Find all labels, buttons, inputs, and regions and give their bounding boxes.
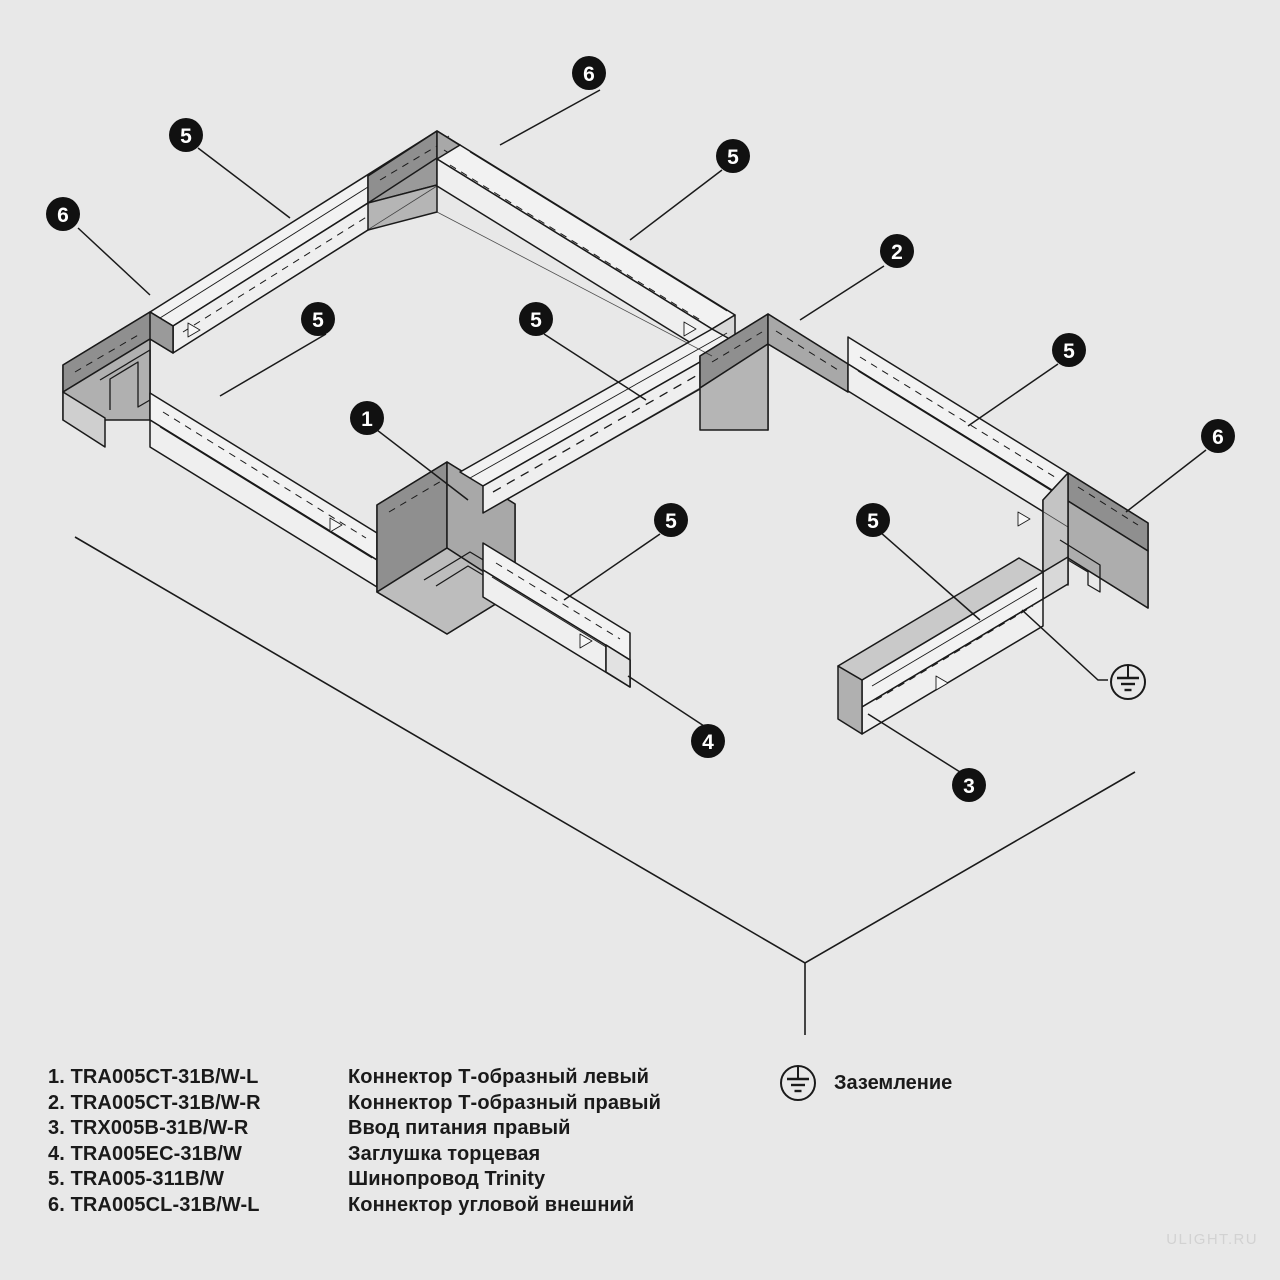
legend-code: 3. TRX005B-31B/W-R — [48, 1117, 249, 1139]
callout-5-lower-left — [654, 503, 688, 537]
ground-symbol-diagram-icon — [1111, 665, 1145, 699]
track-run-left — [150, 393, 377, 587]
ground-symbol-icon — [778, 1063, 818, 1103]
legend-item — [48, 1194, 768, 1220]
legend-description: Заглушка торцевая — [348, 1142, 541, 1165]
legend-item — [48, 1143, 768, 1169]
legend-description: Коннектор Т-образный правый — [348, 1091, 662, 1114]
svg-text:5: 5 — [312, 309, 324, 332]
callout-5-lower-right — [856, 503, 890, 537]
legend-description: Коннектор Т-образный левый — [348, 1066, 650, 1088]
svg-text:5: 5 — [530, 309, 542, 332]
legend-code: 1. TRA005CT-31B/W-L — [48, 1066, 259, 1088]
ground-legend-label: Заземление — [834, 1071, 953, 1094]
svg-text:3: 3 — [963, 775, 975, 798]
watermark: ULIGHT.RU — [1166, 1231, 1258, 1248]
legend-description: Коннектор угловой внешний — [348, 1193, 635, 1216]
leader-lines — [78, 90, 1206, 772]
track-run-center — [460, 329, 735, 513]
callout-5-top-left — [169, 118, 203, 152]
callout-5-mid-center — [519, 302, 553, 336]
svg-text:5: 5 — [867, 510, 879, 533]
legend-code: 6. TRA005CL-31B/W-L — [48, 1193, 260, 1216]
legend-item — [48, 1168, 768, 1194]
legend-ground-entry — [778, 1063, 952, 1103]
legend-code: 5. TRA005-311B/W — [48, 1168, 225, 1190]
callout-6-bottom-right — [1201, 419, 1235, 453]
svg-text:6: 6 — [57, 204, 69, 227]
legend-list — [48, 1066, 768, 1219]
callout-6-left — [46, 197, 80, 231]
svg-text:5: 5 — [727, 146, 739, 169]
legend-code: 4. TRA005EC-31B/W — [48, 1142, 243, 1165]
track-run-lower-right — [838, 557, 1068, 734]
legend-item — [48, 1092, 768, 1118]
svg-text:2: 2 — [891, 241, 903, 264]
svg-text:6: 6 — [1212, 426, 1224, 449]
callout-5-top-right — [716, 139, 750, 173]
svg-text:5: 5 — [665, 510, 677, 533]
track-run-lower-left — [483, 543, 630, 687]
legend-description: Ввод питания правый — [348, 1117, 571, 1139]
legend-description: Шинопровод Trinity — [348, 1168, 546, 1190]
callout-6-top — [572, 56, 606, 90]
callout-5-mid-left — [301, 302, 335, 336]
callout-2-right — [880, 234, 914, 268]
callout-3-bottom — [952, 768, 986, 802]
track-geometry — [63, 131, 1148, 734]
track-run-right — [848, 337, 1068, 527]
callout-4-bottom — [691, 724, 725, 758]
callout-1-center — [350, 401, 384, 435]
svg-text:1: 1 — [361, 408, 373, 431]
svg-text:6: 6 — [583, 63, 595, 86]
legend-item — [48, 1066, 768, 1092]
legend-code: 2. TRA005CT-31B/W-R — [48, 1091, 261, 1114]
track-run-top-right — [437, 145, 735, 356]
callout-5-right — [1052, 333, 1086, 367]
svg-text:4: 4 — [702, 731, 714, 754]
legend-item — [48, 1117, 768, 1143]
svg-text:5: 5 — [180, 125, 192, 148]
svg-text:5: 5 — [1063, 340, 1075, 363]
